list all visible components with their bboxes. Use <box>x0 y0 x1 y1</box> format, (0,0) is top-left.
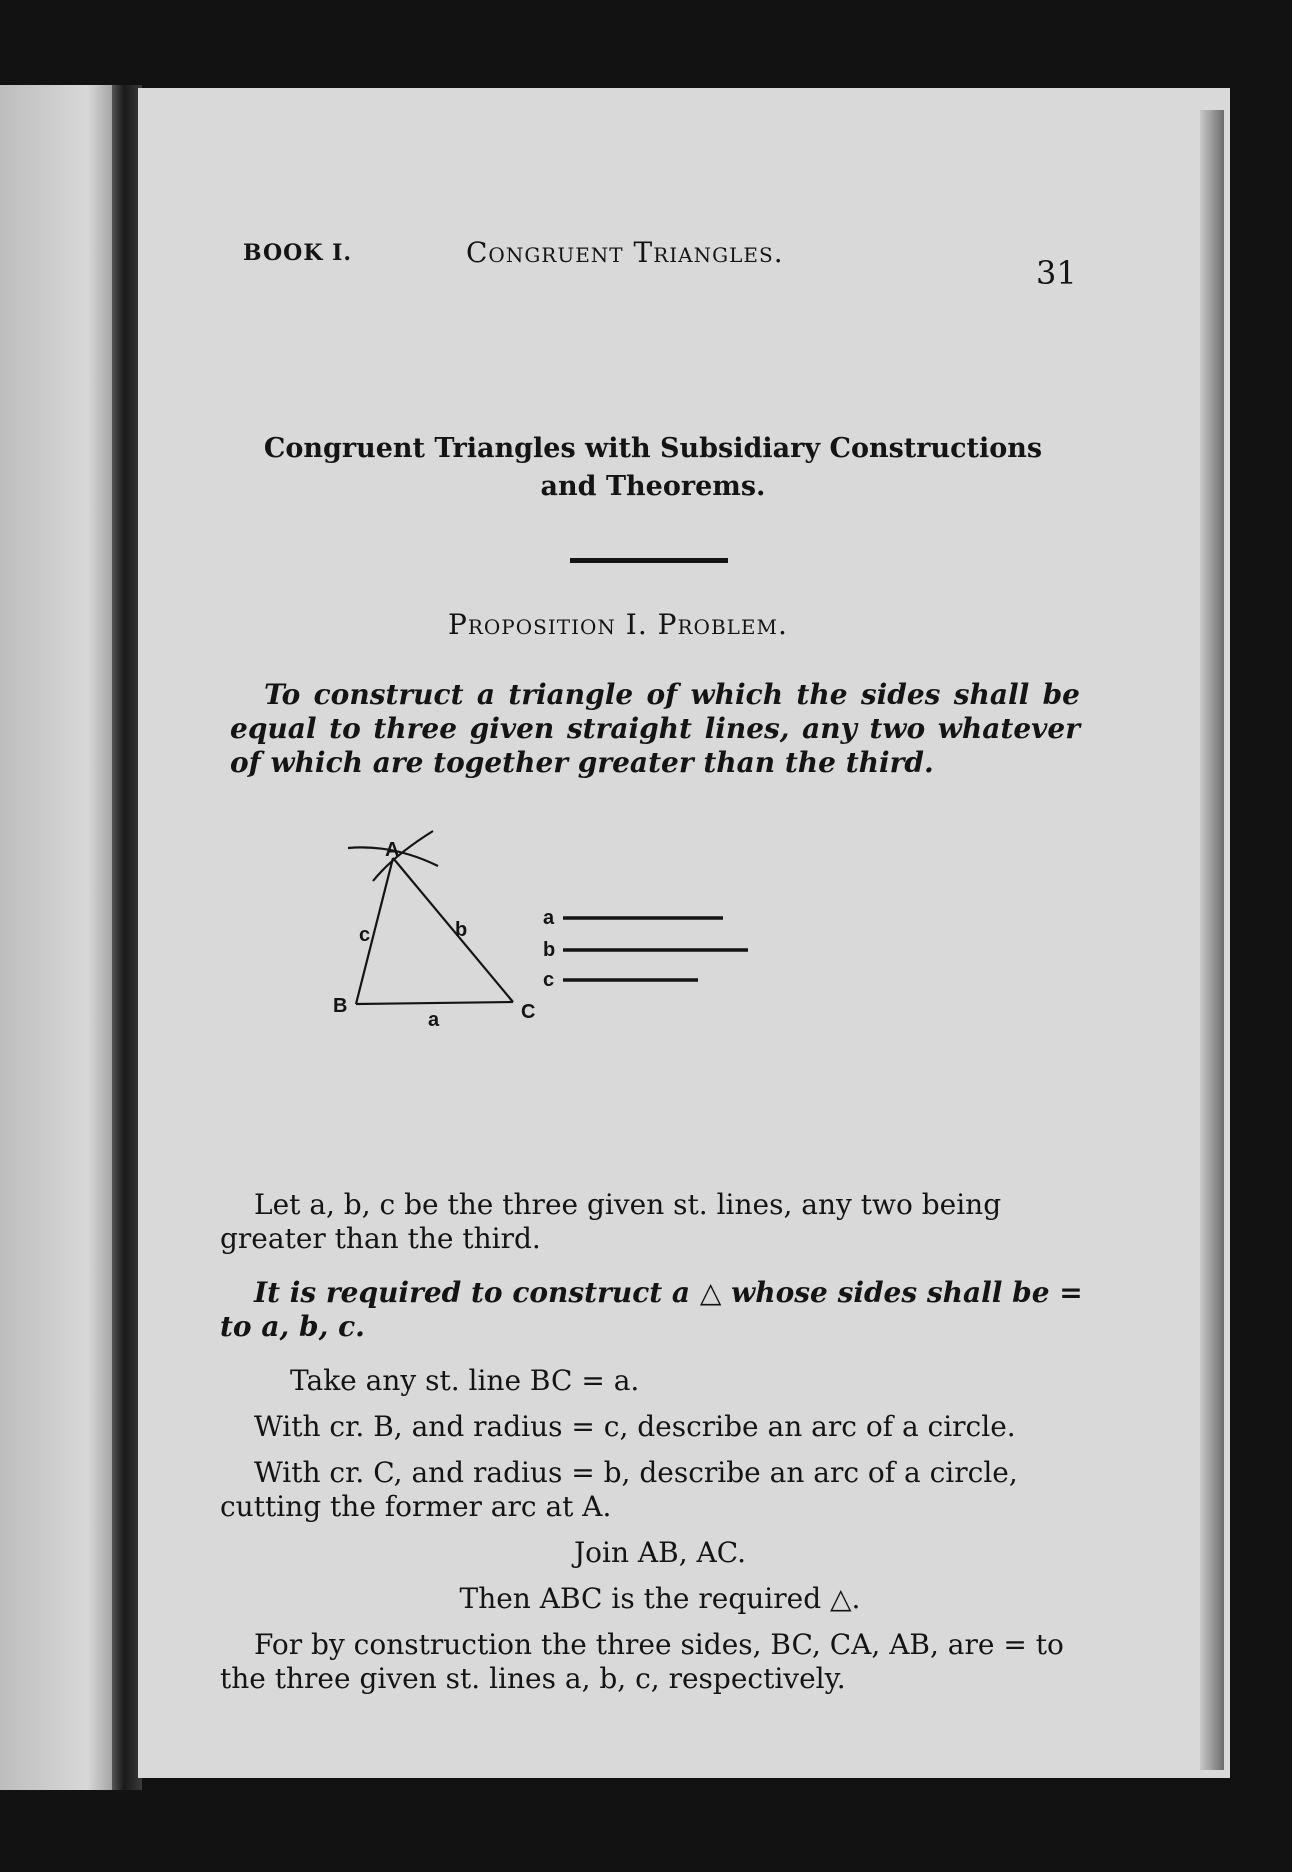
paragraph-let: Let a, b, c be the three given st. lines, any two being greater than the third. <box>220 1188 1002 1255</box>
step-conclusion: Then ABC is the required △. <box>459 1582 861 1615</box>
book-page <box>138 88 1230 1778</box>
label-side-c: c <box>359 924 371 946</box>
side-ac <box>393 858 513 1002</box>
step-join: Join AB, AC. <box>573 1536 747 1569</box>
step-arc-c: With cr. C, and radius = b, describe an arc of a circle, cutting the former arc at A. <box>220 1456 1018 1523</box>
step-take-line: Take any st. line BC = a. <box>290 1364 640 1397</box>
section-title <box>233 430 1073 506</box>
label-given-a: a <box>543 907 555 929</box>
paragraph-required: It is required to construct a △ whose sides shall be = to a, b, c. <box>220 1276 1083 1343</box>
paragraph-proof: For by construction the three sides, BC, CA, AB, are = to the three given st. lines a, b, c, respectively. <box>220 1628 1064 1695</box>
label-given-b: b <box>543 939 556 961</box>
label-vertex-a: A <box>385 839 400 861</box>
label-vertex-b: B <box>333 995 348 1017</box>
step-arc-b: With cr. B, and radius = c, describe an arc of a circle. <box>254 1410 1016 1443</box>
triangle-construction-figure <box>243 826 843 1066</box>
arc-from-c <box>373 831 433 881</box>
proposition-enunciation: To construct a triangle of which the sides shall be equal to three given straight lines, any two whatever of which are together greater than the third. <box>230 678 1080 779</box>
page-number: 31 <box>1036 254 1077 292</box>
label-side-a: a <box>428 1009 440 1031</box>
label-given-c: c <box>543 969 555 991</box>
side-bc <box>356 1002 513 1004</box>
section-title-line-2: and Theorems. <box>540 471 766 502</box>
section-divider <box>570 558 728 563</box>
proposition-heading: Proposition I. Problem. <box>448 608 788 641</box>
left-page-edge <box>0 85 125 1790</box>
running-head-title: Congruent Triangles. <box>466 236 784 269</box>
running-head-book: BOOK I. <box>243 240 353 266</box>
section-title-line-1: Congruent Triangles with Subsidiary Constructions <box>263 433 1043 464</box>
right-page-edge <box>1200 110 1224 1770</box>
label-side-b: b <box>455 919 468 941</box>
label-vertex-c: C <box>521 1001 536 1023</box>
